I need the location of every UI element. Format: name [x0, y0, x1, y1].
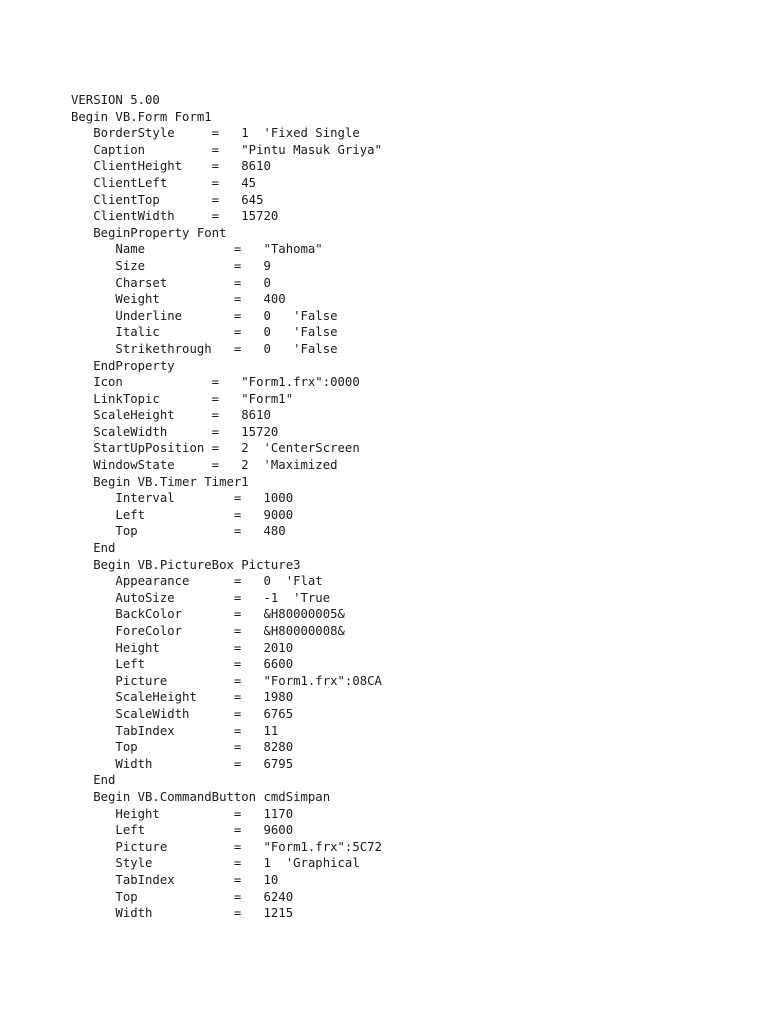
code-line: ForeColor = &H80000008& — [71, 624, 345, 638]
code-line: StartUpPosition = 2 'CenterScreen — [71, 441, 360, 456]
code-line: TabIndex = 10 — [71, 872, 279, 887]
code-line: BorderStyle = 1 'Fixed Single — [71, 126, 360, 141]
code-line: WindowState = 2 'Maximized — [71, 458, 338, 473]
code-line: ScaleWidth = 15720 — [71, 424, 279, 439]
code-line: Left = 9600 — [71, 823, 294, 838]
code-line: End — [71, 773, 116, 788]
code-line: End — [71, 541, 116, 556]
code-line: ScaleHeight = 8610 — [71, 408, 271, 423]
code-line: Top = 8280 — [71, 740, 294, 755]
code-line: Width = 6795 — [71, 756, 294, 771]
code-line: BackColor = &H80000005& — [71, 607, 345, 622]
code-line: Top = 6240 — [71, 889, 294, 904]
code-line: BeginProperty Font — [71, 225, 227, 240]
code-line: Caption = "Pintu Masuk Griya" — [71, 142, 382, 157]
code-line: Left = 6600 — [71, 657, 294, 672]
code-line: Height = 1170 — [71, 806, 294, 821]
code-line: ClientLeft = 45 — [71, 175, 257, 190]
code-line: TabIndex = 11 — [71, 723, 279, 738]
code-line: Picture = "Form1.frx":08CA — [71, 673, 382, 688]
code-line: Begin VB.Form Form1 — [71, 109, 212, 124]
code-line: Picture = "Form1.frx":5C72 — [71, 839, 382, 854]
code-line: Underline = 0 'False — [71, 308, 338, 323]
code-listing — [71, 92, 382, 922]
code-line: Style = 1 'Graphical — [71, 856, 360, 871]
code-line: EndProperty — [71, 358, 175, 373]
code-line: Height = 2010 — [71, 640, 294, 655]
code-line: Italic = 0 'False — [71, 325, 338, 340]
code-line: Strikethrough = 0 'False — [71, 341, 338, 356]
code-line: Appearance = 0 'Flat — [71, 574, 323, 589]
code-line: ClientHeight = 8610 — [71, 159, 271, 174]
code-line: Left = 9000 — [71, 507, 294, 522]
code-line: Interval = 1000 — [71, 491, 294, 506]
code-line: Begin VB.Timer Timer1 — [71, 474, 249, 489]
code-line: VERSION 5.00 — [71, 93, 160, 107]
code-line: Begin VB.PictureBox Picture3 — [71, 557, 301, 572]
code-line: Icon = "Form1.frx":0000 — [71, 375, 360, 390]
code-line: ScaleWidth = 6765 — [71, 706, 294, 721]
code-line: ClientWidth = 15720 — [71, 209, 279, 224]
code-line: Top = 480 — [71, 524, 286, 539]
code-line: Size = 9 — [71, 258, 271, 273]
code-line: LinkTopic = "Form1" — [71, 391, 294, 406]
code-line: Width = 1215 — [71, 906, 294, 921]
code-line: Begin VB.CommandButton cmdSimpan — [71, 789, 331, 804]
code-line: Name = "Tahoma" — [71, 242, 323, 257]
code-line: AutoSize = -1 'True — [71, 590, 331, 605]
code-line: ClientTop = 645 — [71, 192, 264, 207]
code-line: Charset = 0 — [71, 275, 271, 290]
code-line: Weight = 400 — [71, 292, 286, 307]
code-line: ScaleHeight = 1980 — [71, 690, 294, 705]
